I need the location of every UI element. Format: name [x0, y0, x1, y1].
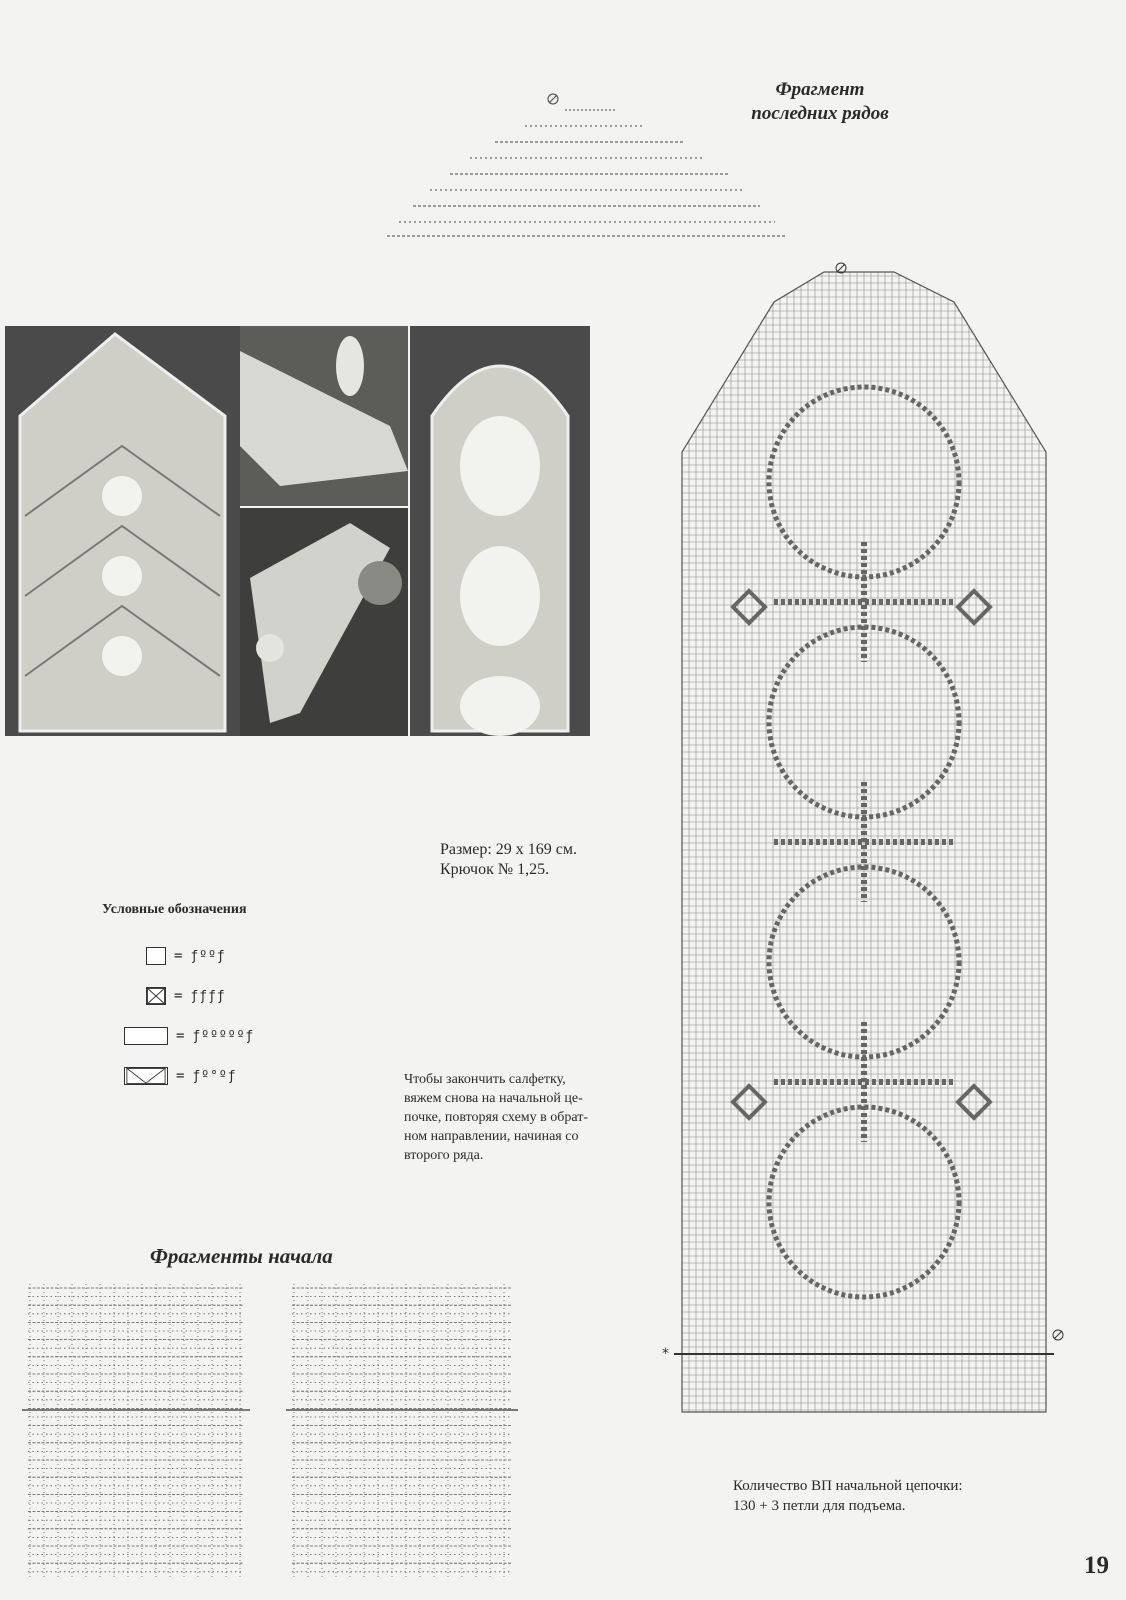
legend-eq: =	[174, 948, 183, 964]
cross-square-icon	[146, 987, 166, 1005]
note-line: второго ряда.	[404, 1148, 484, 1163]
legend-stitches: ƒƒƒƒ	[190, 988, 226, 1004]
legend-stitches: ƒºººººƒ	[192, 1028, 255, 1044]
chain-count-line1: Количество ВП начальной цепочки:	[733, 1478, 963, 1494]
note-line: ном направлении, начиная со	[404, 1129, 579, 1144]
photo-runner-flowers	[240, 508, 408, 736]
size-text: Размер: 29 х 169 см.	[440, 841, 577, 858]
page-number: 19	[1084, 1552, 1109, 1579]
legend-eq: =	[174, 988, 183, 1004]
fragment-last-rows-title-line2: последних рядов	[751, 103, 889, 124]
finishing-note	[404, 1070, 654, 1165]
legend-row-v	[124, 1064, 237, 1088]
chain-count-text	[733, 1476, 963, 1516]
legend-row-empty	[146, 944, 226, 968]
note-line: почке, повторяя схему в обрат-	[404, 1110, 589, 1125]
photo-runner-table	[240, 326, 408, 506]
note-line: вяжем снова на начальной це-	[404, 1091, 583, 1106]
wide-rect-icon	[124, 1027, 168, 1045]
start-chart-left	[22, 1284, 250, 1584]
chain-count-line2: 130 + 3 петли для подъема.	[733, 1498, 906, 1514]
main-filet-chart	[662, 262, 1074, 1452]
legend-row-cross	[146, 984, 226, 1008]
empty-square-icon	[146, 947, 166, 965]
hook-text: Крючок № 1,25.	[440, 861, 550, 878]
svg-text:*: *	[662, 1346, 669, 1362]
legend-title: Условные обозначения	[102, 902, 247, 917]
legend-row-wide	[124, 1024, 254, 1048]
fragments-start-title: Фрагменты начала	[150, 1244, 333, 1268]
note-line: Чтобы закончить салфетку,	[404, 1072, 566, 1087]
legend-stitches: ƒº°ºƒ	[192, 1068, 237, 1084]
legend-stitches: ƒººƒ	[190, 948, 226, 964]
photo-runner-left	[5, 326, 240, 736]
legend-eq: =	[176, 1028, 185, 1044]
photo-runner-right	[410, 326, 590, 736]
v-rect-icon	[124, 1067, 168, 1085]
start-chart-right	[286, 1284, 518, 1584]
last-rows-chart	[385, 90, 795, 250]
size-hook-text	[440, 840, 577, 880]
fragment-last-rows-title-line1: Фрагмент	[775, 79, 865, 100]
legend-eq: =	[176, 1068, 185, 1084]
